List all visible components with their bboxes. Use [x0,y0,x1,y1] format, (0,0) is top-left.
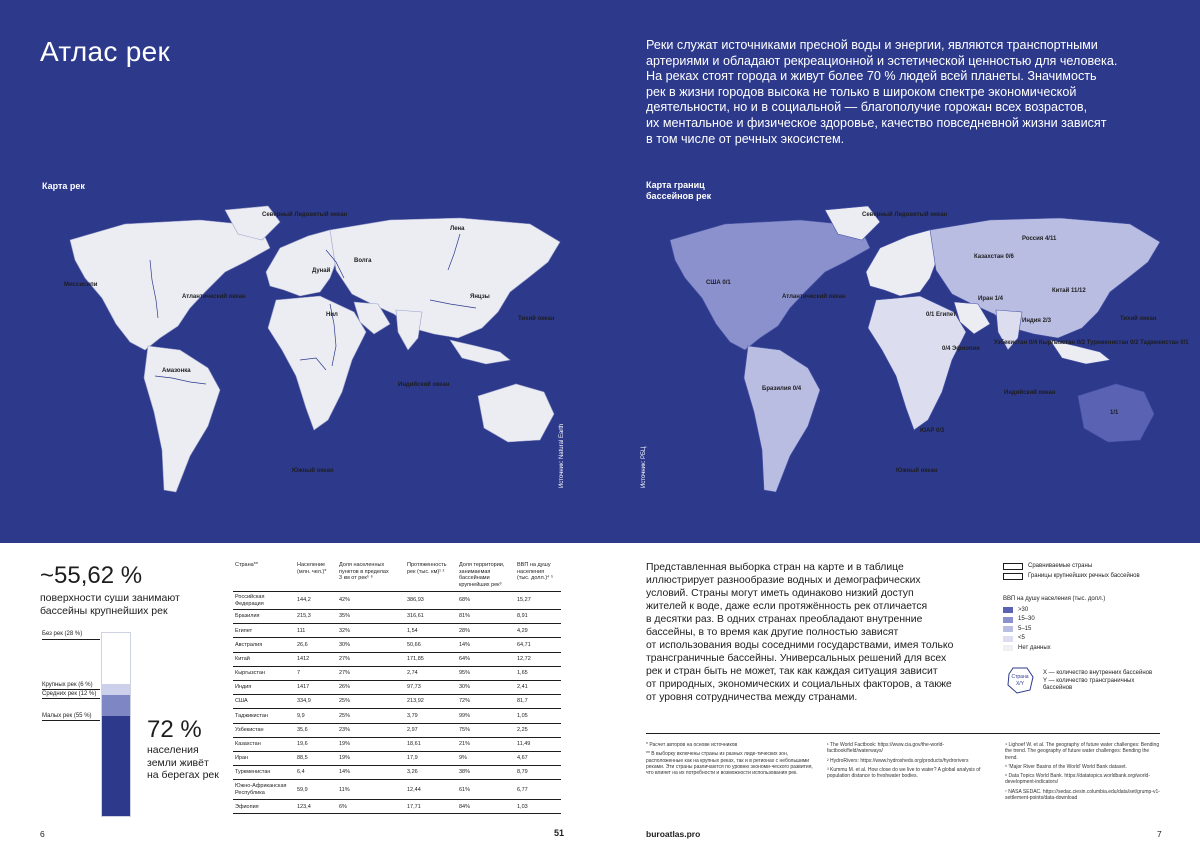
gdp-label: 5–15 [1018,625,1032,632]
table-cell: 21% [457,737,515,751]
table-cell: 19,6 [295,737,337,751]
intro-line: Реки служат источниками пресной воды и энергии, являются транспортными [646,38,1098,52]
table-row [233,709,561,723]
table-cell: 26% [337,680,405,694]
gdp-legend-row [1003,635,1163,643]
table-cell: Австралия [233,638,295,652]
badge-value: X/Y [1015,681,1025,687]
header-line: Страна** [235,562,258,568]
note: ⁵ 'Major River Basins of the World' World Bank dataset. [1005,763,1127,770]
table-cell: Бразилия [233,610,295,624]
header-line: крупнейших рек³ [459,581,502,588]
page-title: Атлас рек [40,36,171,67]
badge-title: Страна [1011,674,1029,680]
arctic-label: Северный Ледовитый океан [262,212,348,218]
table-cell: 3,26 [405,766,457,780]
river-map-title: Карта рек [42,181,85,191]
table-cell: Таджикистан [233,709,295,723]
pacific-label: Тихий океан [1120,316,1157,322]
intro-text [646,38,1146,147]
danube-label: Дунай [312,268,331,274]
brazil-badge-label: Бразилия 0/4 [762,386,802,392]
table-cell: 6% [337,800,405,814]
table-header [457,561,515,592]
table-row [233,751,561,765]
table-row [233,638,561,652]
basin-continents [670,206,1160,492]
intro-line: в том числе от речных экосистем. [646,131,845,146]
stack-segment-medium [102,695,130,717]
table-cell: Египет [233,624,295,638]
note: ⁴ Lighoef W. et al. The geography of future water challenges: Bending the trend. The geography of future water challenges: Bending the trend. [1005,742,1160,761]
page-number-left: 6 [40,829,45,839]
body-line: трансграничные бассейны. Универсальных решений для всех [646,653,947,664]
table-row [233,666,561,680]
stack-segment-small [102,716,130,816]
table-cell: 17,71 [405,800,457,814]
caption-line: на берегах рек [147,769,219,781]
stack-segment-none [102,633,130,684]
table-row [233,766,561,780]
central-asia-badge-label: Узбекистан 0/4 Кыргызстан 0/2 Туркменистан 0/2 Таджикистан 0/1 [994,340,1189,346]
amazon-label: Амазонка [162,368,191,374]
divider [646,733,1160,734]
gdp-legend-row [1003,645,1163,653]
notes-column-2 [827,742,995,782]
table-row [233,780,561,800]
table-cell: 11,49 [515,737,561,751]
table-cell: 25% [337,709,405,723]
table-cell: Индия [233,680,295,694]
header-line: (млн. чел.)* [297,568,327,575]
note: ⁷ NASA SEDAC. https://sedac.ciesin.columbia.edu/data/set/grump-v1-settlement-points/data-download [1005,788,1160,802]
table-cell: 2,97 [405,723,457,737]
australia [478,384,554,442]
gdp-swatch [1003,626,1013,632]
table-cell: 28% [457,624,515,638]
continents [70,206,560,492]
china-badge-label: Китай 11/12 [1052,288,1086,294]
intro-line: их ментальное и физическое здоровье, качество повседневной жизни зависят [646,115,1107,130]
india-badge-label: Индия 2/3 [1022,318,1051,324]
table-cell: 35,6 [295,723,337,737]
table-cell: 19% [337,737,405,751]
table-cell: 97,73 [405,680,457,694]
indian-label: Индийский океан [1004,390,1056,396]
legend-row [1003,563,1163,571]
table-body [233,592,561,814]
table-header [405,561,457,592]
stack-label-large: Крупных рек (6 %) [42,682,93,688]
header-line: пунктов в пределах [339,568,389,575]
note: ¹ The World Factbook: https://www.cia.gov/the-world-factbook/field/waterways/ [827,742,945,755]
body-line: условий. Страны могут иметь одинаково низкий доступ [646,588,914,599]
table-cell: 213,92 [405,695,457,709]
table-header [295,561,337,592]
body-line: Представленная выборка стран на карте и в таблице [646,562,904,573]
atlantic-label: Атлантический океан [182,294,246,300]
table-header [337,561,405,592]
stack-label-medium: Средних рек (12 %) [42,691,97,697]
basin-map [630,200,1190,520]
table-cell: 23% [337,723,405,737]
volga-label: Волга [354,258,372,264]
table-cell: 81% [457,610,515,624]
gdp-label: Нет данных [1018,644,1051,651]
table-cell: 61% [457,780,515,800]
table-cell: 8,79 [515,766,561,780]
basin-map-title [646,180,746,202]
gdp-swatch [1003,607,1013,613]
stack-leader-line [42,639,100,640]
indian-label: Индийский океан [398,382,450,388]
table-cell: 14% [337,766,405,780]
body-line: бассейны, в то время как другие полностью зависят [646,627,899,638]
legend-label: Границы крупнейших речных бассейнов [1028,572,1140,579]
table-row [233,800,561,814]
note: ** В выборку включены страны из разных лиде-тических зон, расположенные как на крупных реках, так и в регионах с небольшими реками. Эти страны различаются по уровню экономи-ческого развития, что влияет на их потребности и возможности использования рек. [646,751,813,777]
table-cell: 42% [337,592,405,610]
body-line: жителей к воде, даже если протяжённость рек отличается [646,601,928,612]
header-line: Доля населенных [339,562,385,568]
table-row [233,695,561,709]
table-cell: 2,25 [515,723,561,737]
legend-row [1003,573,1163,581]
southern-label: Южный океан [292,468,334,474]
table-cell: Эфиопия [233,800,295,814]
mississippi-label: Миссисипи [64,282,98,288]
table-cell: 215,3 [295,610,337,624]
compared-swatch [1003,563,1023,570]
table-cell: 123,4 [295,800,337,814]
table-cell: 99% [457,709,515,723]
intro-line: артериями и обладают рекреационной и эстетической ценностью для человека. [646,53,1118,68]
india [396,310,422,350]
table-row [233,610,561,624]
gdp-label: >30 [1018,606,1029,613]
body-line: в десятки раз. В одних странах преобладают внутренние [646,614,923,625]
river-size-stacked-bar [101,632,131,817]
table-cell: 27% [337,652,405,666]
table-header [515,561,561,592]
gdp-swatch [1003,617,1013,623]
notes-column-1 [646,742,816,779]
badge-explanation [1043,665,1163,695]
badge-legend [1005,665,1163,695]
population-caption [147,744,227,782]
table-header [233,561,295,592]
table-cell: 17,9 [405,751,457,765]
stack-segment-large [102,684,130,695]
gdp-legend-title: ВВП на душу населения (тыс. долл.) [1003,596,1106,602]
southern-label: Южный океан [896,468,938,474]
header-line: 3 км от рек⁵ ⁶ [339,575,373,581]
page-number-right: 7 [1157,829,1162,839]
header-line: Доля территории, [459,562,505,568]
table-cell: Российская Федерация [233,592,295,610]
table-cell: 30% [457,680,515,694]
table-cell: 68% [457,592,515,610]
table-cell: Казахстан [233,737,295,751]
table-cell: 50,66 [405,638,457,652]
table-cell: 386,93 [405,592,457,610]
table-row [233,652,561,666]
basin-share-value: ~55,62 % [40,562,143,589]
nile-label: Нил [326,312,338,318]
gdp-label: <5 [1018,635,1025,641]
note: ³ Kummu M. et al. How close do we live to water? A global analysis of population distance to freshwater bodies. [827,766,981,780]
stack-leader-line [42,689,100,690]
table-cell: 88,5 [295,751,337,765]
table-cell: Туркменистан [233,766,295,780]
gdp-swatch [1003,645,1013,651]
publisher-logo: 51 [554,828,565,838]
table-cell: 1,03 [515,800,561,814]
river-map-source: Источник: Natural Earth [559,423,565,488]
site-link[interactable]: buroatlas.pro [646,829,701,839]
southeast-asia [450,340,510,364]
table-cell: 12,44 [405,780,457,800]
table-row [233,680,561,694]
body-line: от природных, экономических и социальных факторов, а также [646,679,952,690]
header-line: занимаемая [459,568,491,575]
north-america [70,220,270,350]
table-cell: 75% [457,723,515,737]
gdp-legend-items [1003,607,1163,653]
yangtze-label: Янцзы [470,294,490,300]
intro-line: рек в жизни городов высока не только в широком спектре экономической [646,84,1077,99]
table-cell: 171,85 [405,652,457,666]
stack-label-none: Без рек (28 %) [42,631,83,637]
arctic-label: Северный Ледовитый океан [862,212,948,218]
table-cell: 64% [457,652,515,666]
north-america-basins [670,220,870,350]
badge-y-text: Y — количество трансграничных бассейнов [1043,677,1135,691]
country-table [233,561,561,814]
note: ² HydroRivers: https://www.hydrosheds.org/products/hydrorivers [827,757,969,764]
country-badge-icon [1005,665,1035,695]
egypt-badge-label: 0/1 Египет [926,312,957,318]
table-row [233,592,561,610]
note: ⁶ Data Topics World Bank. https://datatopics.worldbank.org/world-development-indicators/ [1005,773,1150,786]
table-cell: 26,6 [295,638,337,652]
table-cell: 144,2 [295,592,337,610]
gdp-label: 15–30 [1018,616,1035,622]
table-cell: 1,65 [515,666,561,680]
table-cell: 64,71 [515,638,561,652]
table-cell: 1,05 [515,709,561,723]
south-america-basins [744,346,820,492]
table-cell: 38% [457,766,515,780]
basin-share-caption [40,592,230,617]
table-cell: 316,61 [405,610,457,624]
table-cell: 1417 [295,680,337,694]
table-cell: Кыргызстан [233,666,295,680]
australia-badge-label: 1/1 [1110,410,1119,416]
body-line: рек и стран быть не может, так как каждая ситуация зависит [646,666,938,677]
body-line: от использования воды соседними государствами, имея только [646,640,954,651]
header-line: ВВП на душу [517,562,551,568]
table-cell: США [233,695,295,709]
table-cell: 32% [337,624,405,638]
table-cell: 8,91 [515,610,561,624]
header-line: бассейнами [459,575,490,581]
table-cell: 14% [457,638,515,652]
table-cell: 9% [457,751,515,765]
lena-label: Лена [450,226,465,232]
header-line: Протяженность [407,562,447,568]
badge-x-text: X — количество внутренних бассейнов [1043,670,1153,676]
iran-badge-label: Иран 1/4 [978,296,1003,302]
river-map [30,200,590,520]
stack-leader-line [42,698,100,699]
table-cell: 12,72 [515,652,561,666]
table-row [233,624,561,638]
table-row [233,737,561,751]
table-cell: 111 [295,624,337,638]
table-cell: 3,79 [405,709,457,723]
basin-border-swatch [1003,573,1023,580]
pacific-label: Тихий океан [518,316,555,322]
table-cell: 11% [337,780,405,800]
intro-line: На реках стоят города и живут более 70 % людей всей планеты. Значимость [646,69,1097,84]
table-cell: 6,4 [295,766,337,780]
table-cell: Южно-Африканская Республика [233,780,295,800]
gdp-legend-row [1003,626,1163,634]
legend-label: Сравниваемые страны [1028,563,1093,569]
basin-map-source: Источник: РБЦ [641,446,647,488]
population-value: 72 % [147,716,202,743]
table-cell: 6,77 [515,780,561,800]
table-cell: 18,61 [405,737,457,751]
table-cell: 84% [457,800,515,814]
table-header-row [233,561,561,592]
table-cell: 334,9 [295,695,337,709]
table-cell: 27% [337,666,405,680]
table-cell: 2,74 [405,666,457,680]
caption-line: земли живёт [147,756,209,769]
map-legend [1003,563,1163,654]
gdp-legend-row [1003,607,1163,615]
header-line: населения [517,568,545,575]
caption-line: поверхности суши занимают [40,592,180,604]
notes-column-3 [1005,742,1160,804]
stack-leader-line [42,720,100,721]
ethiopia-badge-label: 0/4 Эфиопия [942,346,980,352]
gdp-swatch [1003,636,1013,642]
table-cell: 59,9 [295,780,337,800]
table-cell: Китай [233,652,295,666]
table-cell: 1,54 [405,624,457,638]
caption-line: бассейны крупнейших рек [40,604,168,617]
table-cell: 19% [337,751,405,765]
table-cell: 4,67 [515,751,561,765]
header-line: Население [297,562,326,568]
body-line: иллюстрирует разнообразие водных и демографических [646,575,921,586]
table-cell: 4,29 [515,624,561,638]
table-cell: 2,41 [515,680,561,694]
africa [268,296,366,430]
body-text [646,561,966,704]
russia-badge-label: Россия 4/11 [1022,236,1057,242]
table-cell: Иран [233,751,295,765]
usa-badge-label: США 0/1 [706,280,731,286]
table-cell: 7 [295,666,337,680]
table-cell: 30% [337,638,405,652]
body-line: от уровня сотрудничества между странами. [646,692,858,703]
atlantic-label: Атлантический океан [782,294,846,300]
caption-line: населения [147,744,199,756]
kazakhstan-badge-label: Казахстан 0/6 [974,254,1014,260]
header-line: рек (тыс. км)¹ ² [407,568,445,575]
stack-label-small: Малых рек (55 %) [42,713,92,719]
basin-map-title-line: бассейнов рек [646,191,712,201]
table-cell: 81,7 [515,695,561,709]
table-cell: 25% [337,695,405,709]
table-cell: 15,27 [515,592,561,610]
header-line: (тыс. долл.)⁴ ⁵ [517,575,554,581]
table-row [233,723,561,737]
table-cell: Узбекистан [233,723,295,737]
intro-line: деятельности, но и в социальной — благополучие горожан всех возрастов, [646,100,1088,115]
rsa-badge-label: ЮАР 0/3 [920,428,945,434]
gdp-legend-row [1003,616,1163,624]
table-cell: 35% [337,610,405,624]
table-cell: 95% [457,666,515,680]
table-cell: 1412 [295,652,337,666]
note: * Расчет авторов на основе источников [646,742,738,748]
table-cell: 9,9 [295,709,337,723]
table-cell: 72% [457,695,515,709]
basin-map-title-line: Карта границ [646,180,705,190]
